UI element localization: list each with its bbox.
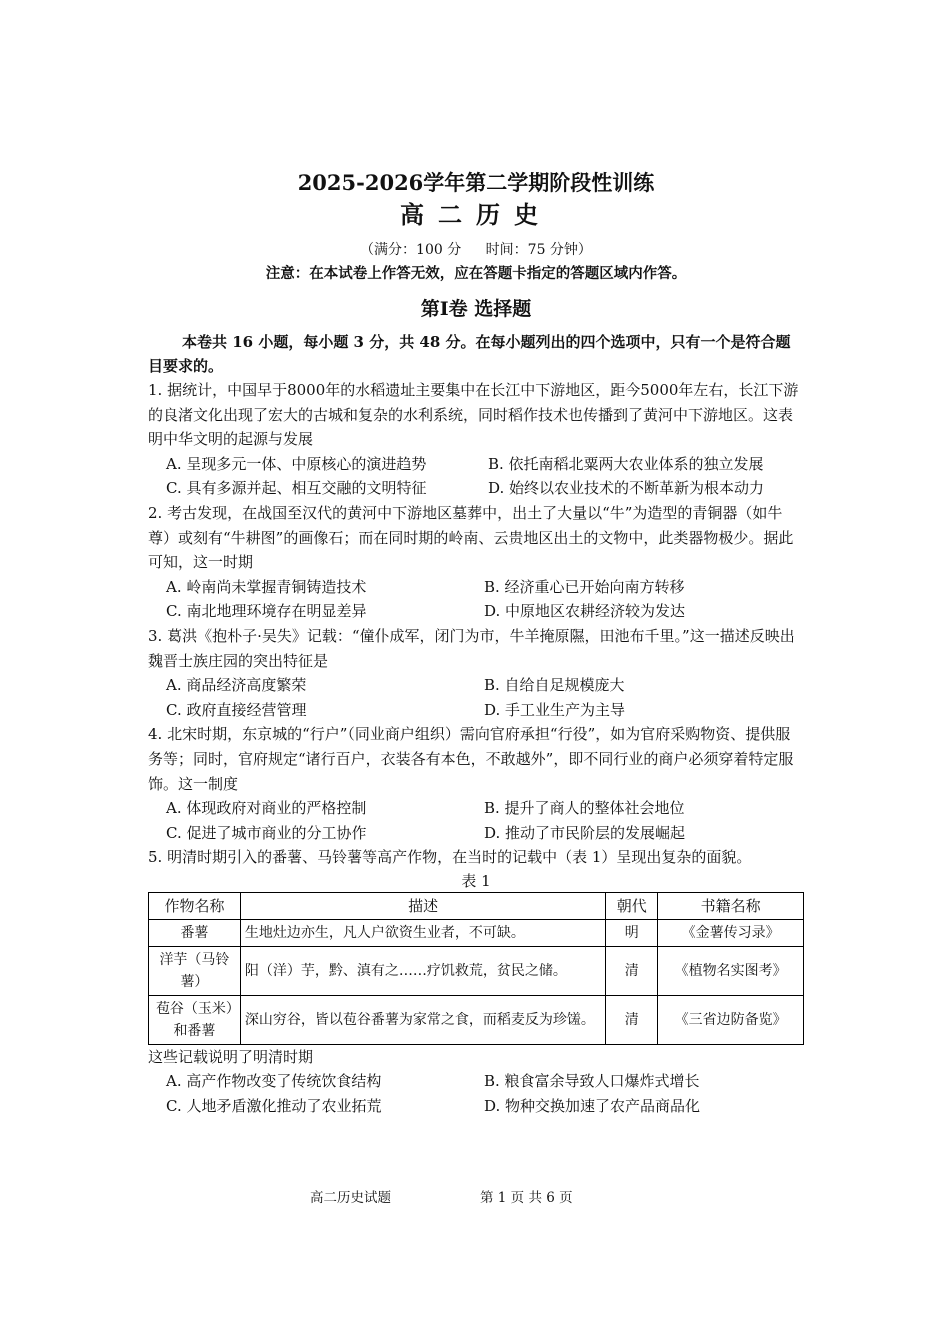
option-b: B. 提升了商人的整体社会地位 xyxy=(484,799,685,818)
question-4-options xyxy=(148,796,804,845)
question-3-options xyxy=(148,673,804,722)
exam-meta xyxy=(148,238,804,262)
table-row xyxy=(149,995,804,1044)
section-intro: 本卷共 16 小题，每小题 3 分，共 48 分。在每小题列出的四个选项中，只有一个是符合题目要求的。 xyxy=(148,333,791,375)
table-cell: 深山穷谷，皆以苞谷番薯为家常之食，而稻麦反为珍馐。 xyxy=(240,995,605,1044)
question-5-options xyxy=(148,1069,804,1118)
exam-title: 2025-2026学年第二学期阶段性训练 xyxy=(297,170,655,195)
table-cell: 阳（洋）芋，黔、滇有之……疗饥救荒，贫民之储。 xyxy=(240,946,605,995)
table-cell: 洋芋（马铃薯） xyxy=(149,946,241,995)
question-1-stem: 1. 据统计，中国早于8000年的水稻遗址主要集中在长江中下游地区，距今5000年左右，长江下游的良渚文化出现了宏大的古城和复杂的水利系统，同时稻作技术也传播到了黄河中下游地区。这表明中华文明的起源与发展 xyxy=(148,381,799,449)
table-cell: 生地灶边亦生，凡人户欲资生业者，不可缺。 xyxy=(240,919,605,946)
table-header: 书籍名称 xyxy=(658,892,804,919)
time-info: 时间：75 分钟） xyxy=(485,242,592,258)
option-a: A. 高产作物改变了传统饮食结构 xyxy=(166,1072,382,1091)
option-c: C. 政府直接经营管理 xyxy=(166,700,307,719)
table-cell: 《植物名实图考》 xyxy=(658,946,804,995)
table-cell: 《金薯传习录》 xyxy=(658,919,804,946)
question-1-options xyxy=(148,452,804,501)
table-header: 描述 xyxy=(240,892,605,919)
option-d: D. 推动了市民阶层的发展崛起 xyxy=(484,823,686,842)
option-c: C. 人地矛盾激化推动了农业拓荒 xyxy=(166,1097,382,1116)
option-a: A. 商品经济高度繁荣 xyxy=(166,676,307,695)
option-b: B. 粮食富余导致人口爆炸式增长 xyxy=(484,1072,700,1091)
crop-table xyxy=(148,892,804,1045)
table-header-row xyxy=(149,892,804,919)
option-c: C. 促进了城市商业的分工协作 xyxy=(166,823,367,842)
option-c: C. 具有多源并起、相互交融的文明特征 xyxy=(166,479,427,498)
option-d: D. 手工业生产为主导 xyxy=(484,700,626,719)
option-a: A. 体现政府对商业的严格控制 xyxy=(166,799,367,818)
notice: 注意：在本试卷上作答无效，应在答题卡指定的答题区域内作答。 xyxy=(265,265,687,282)
option-d: D. 物种交换加速了农产品商品化 xyxy=(484,1097,701,1116)
table-row xyxy=(149,919,804,946)
score-info: （满分：100 分 xyxy=(360,242,462,258)
table-header: 朝代 xyxy=(606,892,658,919)
table-caption: 表 1 xyxy=(461,871,491,890)
option-b: B. 自给自足规模庞大 xyxy=(484,676,625,695)
option-b: B. 经济重心已开始向南方转移 xyxy=(484,577,685,596)
table-row xyxy=(149,946,804,995)
question-5-stem: 5. 明清时期引入的番薯、马铃薯等高产作物，在当时的记载中（表 1）呈现出复杂的面貌。 xyxy=(148,848,752,867)
question-5-after: 这些记载说明了明清时期 xyxy=(148,1047,314,1066)
section-title: 第Ⅰ卷 选择题 xyxy=(420,298,532,320)
question-2-options xyxy=(148,575,804,624)
question-2-stem: 2. 考古发现，在战国至汉代的黄河中下游地区墓葬中，出土了大量以“牛”为造型的青铜器（如牛尊）或刻有“牛耕图”的画像石；而在同时期的岭南、云贵地区出土的文物中，此类器物极少。据此可知，这一时期 xyxy=(148,503,794,572)
question-4-stem: 4. 北宋时期，东京城的“行户”（同业商户组织）需向官府承担“行役”，如为官府采购物资、提供服务等；同时，官府规定“诸行百户，衣装各有本色，不敢越外”，即不同行业的商户必须穿着特定服饰。这一制度 xyxy=(148,725,794,793)
table-cell: 《三省边防备览》 xyxy=(658,995,804,1044)
subject-title: 高二历史 xyxy=(400,200,552,229)
option-d: D. 始终以农业技术的不断革新为根本动力 xyxy=(488,479,765,498)
footer-subject: 高二历史试题 xyxy=(310,1190,391,1206)
table-cell: 番薯 xyxy=(149,919,241,946)
question-3-stem: 3. 葛洪《抱朴子·吴失》记载：“僮仆成军，闭门为市，牛羊掩原隰，田池布千里。”这一描述反映出魏晋士族庄园的突出特征是 xyxy=(148,626,795,670)
exam-page xyxy=(148,168,804,1119)
option-b: B. 依托南稻北粟两大农业体系的独立发展 xyxy=(488,454,764,473)
table-cell: 清 xyxy=(606,995,658,1044)
table-cell: 苞谷（玉米）和番薯 xyxy=(149,995,241,1044)
option-a: A. 岭南尚未掌握青铜铸造技术 xyxy=(166,577,367,596)
option-d: D. 中原地区农耕经济较为发达 xyxy=(484,602,686,621)
table-header: 作物名称 xyxy=(149,892,241,919)
page-number: 第 1 页 共 6 页 xyxy=(480,1190,573,1206)
option-c: C. 南北地理环境存在明显差异 xyxy=(166,602,367,621)
table-cell: 清 xyxy=(606,946,658,995)
table-cell: 明 xyxy=(606,919,658,946)
option-a: A. 呈现多元一体、中原核心的演进趋势 xyxy=(166,454,427,473)
